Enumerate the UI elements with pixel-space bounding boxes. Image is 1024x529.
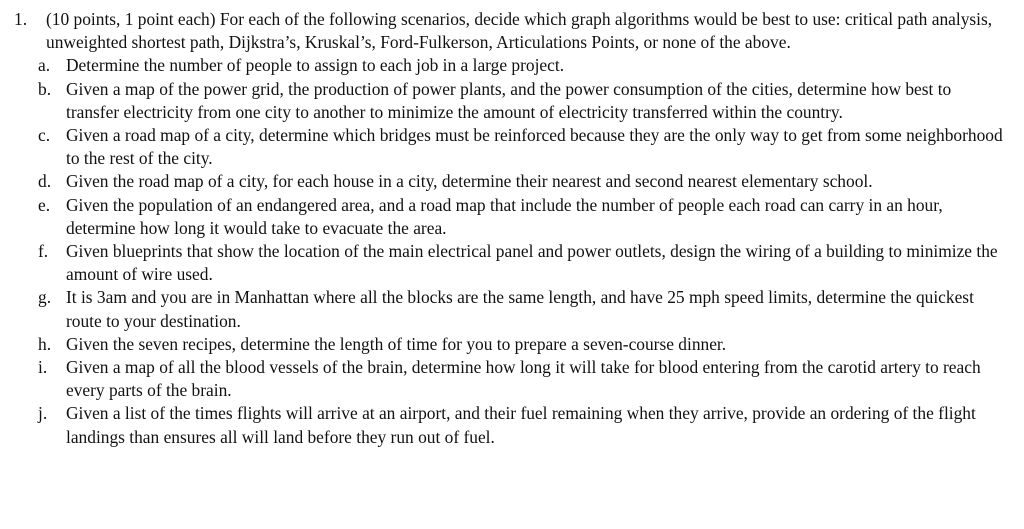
- scenario-text: Given the population of an endangered area, and a road map that include the number of people each road can carry in an hour, determine how long it would take to evacuate the area.: [66, 194, 943, 238]
- scenario-text: Given the seven recipes, determine the length of time for you to prepare a seven-course dinner.: [66, 333, 727, 354]
- scenario-letter: a.: [38, 55, 51, 76]
- scenario-text: Given a road map of a city, determine which bridges must be reinforced because they are the only way to get from some neighborhood to the rest of the city.: [66, 125, 1003, 169]
- scenario-item-h: [38, 333, 1016, 356]
- scenario-letter: j.: [38, 403, 48, 424]
- scenario-letter: c.: [38, 125, 51, 146]
- scenario-letter: h.: [38, 333, 52, 354]
- scenario-letter: f.: [38, 241, 49, 262]
- scenario-text: Given blueprints that show the location of the main electrical panel and power outlets, design the wiring of a building to minimize the amount of wire used.: [66, 241, 998, 285]
- scenario-item-c: [38, 124, 1016, 170]
- scenario-text: It is 3am and you are in Manhattan where all the blocks are the same length, and have 25 mph speed limits, determine the quickest route to your destination.: [66, 287, 974, 331]
- scenario-item-e: [38, 194, 1016, 240]
- scenario-item-d: [38, 170, 1016, 193]
- scenario-text: Given a map of the power grid, the production of power plants, and the power consumption of the cities, determine how best to transfer electricity from one city to another to minimize the amount of electricity transferred within the country.: [66, 78, 952, 122]
- scenario-item-b: [38, 78, 1016, 124]
- question-prompt: (10 points, 1 point each) For each of the following scenarios, decide which graph algorithms would be best to use: critical path analysis, unweighted shortest path, Dijkstra’s, Kruskal’s, Ford-Fulkerson, Articulations Points, or none of the above.: [46, 9, 993, 53]
- scenario-text: Given a list of the times flights will arrive at an airport, and their fuel remaining when they arrive, provide an ordering of the flight landings than ensures all will land before they run out of fuel.: [66, 403, 976, 447]
- question-header: [14, 8, 1016, 54]
- scenario-item-a: [38, 54, 1016, 77]
- question-number: 1.: [14, 9, 28, 29]
- scenario-item-i: [38, 356, 1016, 402]
- scenario-letter: i.: [38, 357, 48, 378]
- scenario-item-g: [38, 286, 1016, 332]
- scenario-text: Determine the number of people to assign to each job in a large project.: [66, 55, 565, 76]
- scenario-list: [14, 54, 1016, 448]
- scenario-letter: d.: [38, 171, 52, 192]
- question-1: [14, 8, 1016, 449]
- scenario-item-j: [38, 402, 1016, 448]
- scenario-letter: e.: [38, 194, 51, 215]
- scenario-letter: g.: [38, 287, 52, 308]
- scenario-text: Given a map of all the blood vessels of the brain, determine how long it will take for blood entering from the carotid artery to reach every parts of the brain.: [66, 357, 981, 401]
- scenario-text: Given the road map of a city, for each house in a city, determine their nearest and second nearest elementary school.: [66, 171, 873, 192]
- scenario-item-f: [38, 240, 1016, 286]
- scenario-letter: b.: [38, 78, 52, 99]
